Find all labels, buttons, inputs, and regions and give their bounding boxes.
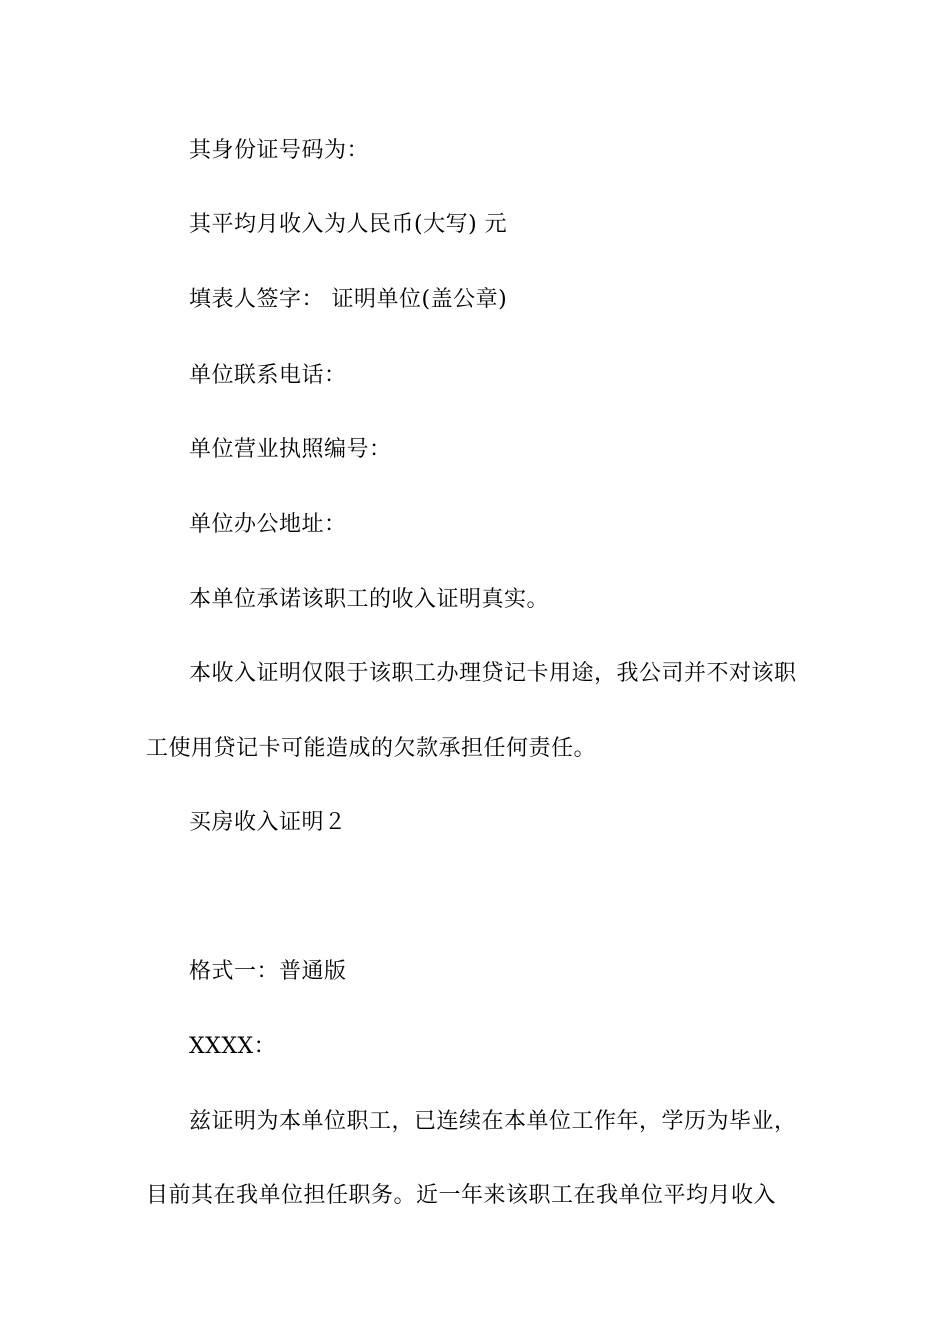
usage-limit-line-1: 本收入证明仅限于该职工办理贷记卡用途，我公司并不对该职 [189, 661, 797, 686]
business-license-line: 单位营业执照编号： [189, 437, 392, 462]
usage-limit-line-2: 工使用贷记卡可能造成的欠款承担任何责任。 [146, 736, 597, 761]
company-phone-line: 单位联系电话： [189, 363, 347, 388]
signature-line: 填表人签字： 证明单位(盖公章) [189, 287, 508, 312]
monthly-income-line: 其平均月收入为人民币(大写) 元 [189, 212, 508, 237]
format-heading: 格式一：普通版 [189, 959, 347, 984]
office-address-line: 单位办公地址： [189, 512, 347, 537]
id-number-line: 其身份证号码为： [189, 138, 370, 163]
section-heading: 买房收入证明２ [189, 810, 347, 835]
commitment-line: 本单位承诺该职工的收入证明真实。 [189, 587, 550, 612]
addressee-line: XXXX： [189, 1034, 277, 1059]
certification-line-2: 目前其在我单位担任职务。近一年来该职工在我单位平均月收入 [146, 1183, 777, 1208]
certification-line-1: 兹证明为本单位职工，已连续在本单位工作年，学历为毕业， [189, 1109, 797, 1134]
